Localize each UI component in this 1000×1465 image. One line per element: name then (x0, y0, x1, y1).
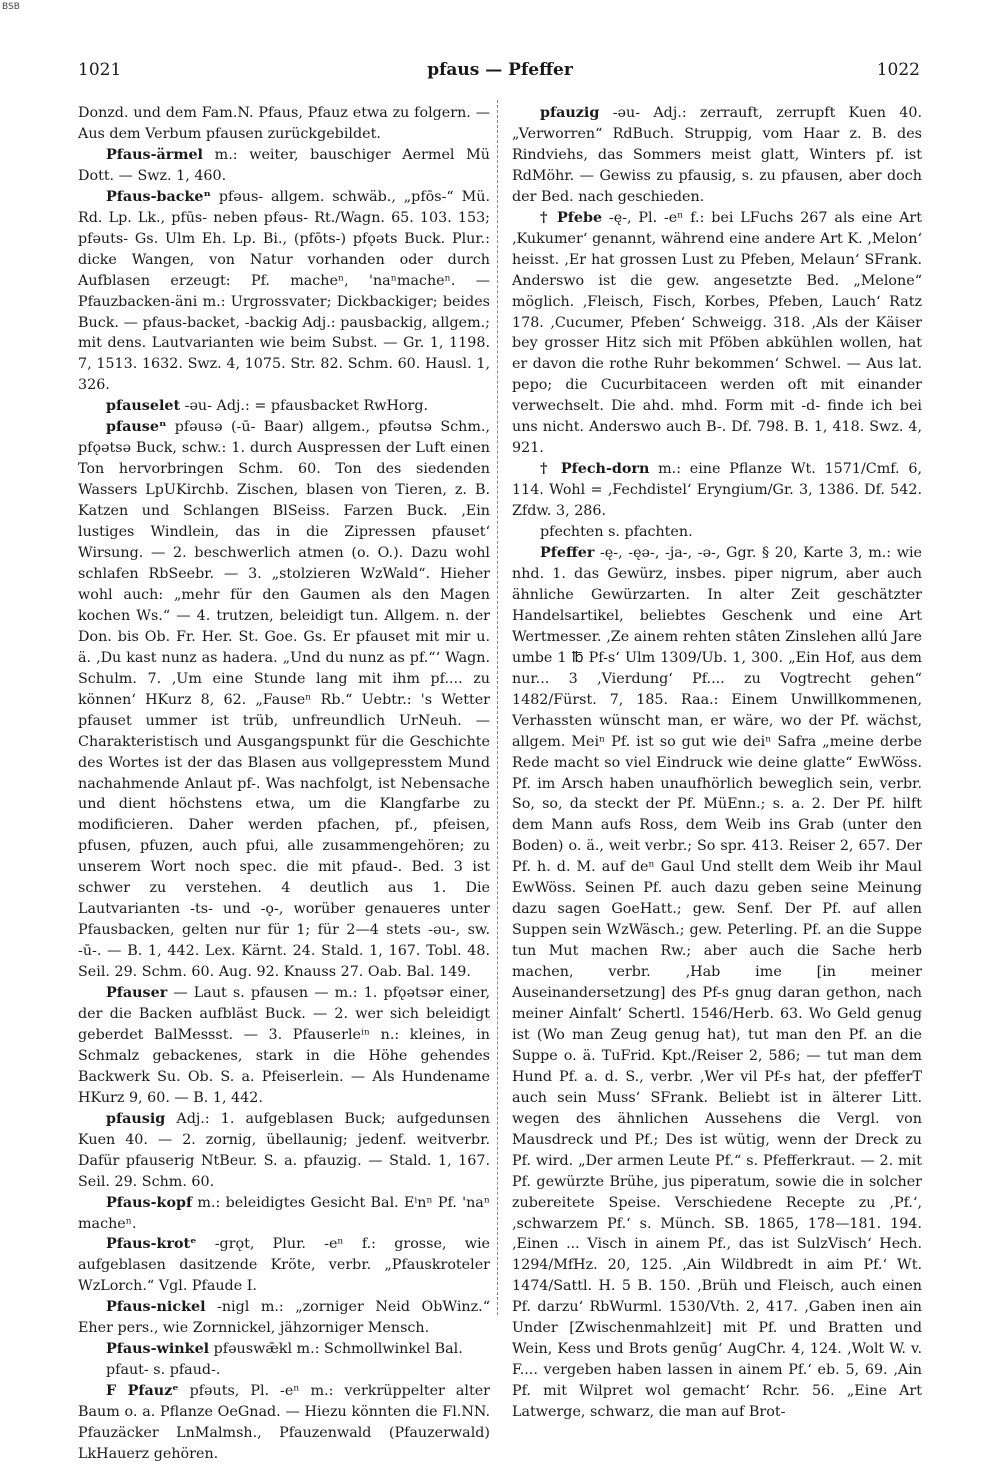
library-stamp: BSB (2, 2, 20, 12)
entry-headword: † Pfech-dorn (540, 461, 650, 478)
dictionary-entry (78, 1381, 490, 1465)
entry-text: -əu- Adj.: zerrauft, zerrupft Kuen 40. „Verworren“ RdBuch. Struppig, vom Haar z. B. des Rindviehs, das Sommers meist glatt, Winters pf. ist RdMöhr. — Gewiss zu pfausig, s. zu pfausen, aber doch der Bed. nach geschieden. (512, 105, 922, 205)
dictionary-entry (78, 396, 490, 417)
entry-headword: Pfaus-krotᵉ (106, 1236, 197, 1253)
entry-text: m.: eine Pflanze Wt. 1571/Cmf. 6, 114. Wohl = ‚Fechdistel‘ Eryngium/Gr. 3, 1386. Df. 542. Zfdw. 3, 286. (512, 461, 922, 520)
dictionary-entry (78, 145, 490, 187)
entry-text: Adj.: 1. aufgeblasen Buck; aufgedunsen Kuen 40. — 2. zornig, übellaunig; jedenf. weitverbr. Dafür pfauserig NtBeur. S. a. pfauzig. — Stald. 1, 167. Seil. 29. Schm. 60. (78, 1110, 490, 1190)
dictionary-entry (512, 522, 922, 543)
entry-text: -ę-, Pl. -eⁿ f.: bei LFuchs 267 als eine Art ‚Kukumer‘ genannt, während eine andere Art K. ‚Melon‘ heisst. ‚Er hat grossen Lust zu Pfeben, Melaun‘ SFrank. Anderswo ist die gew. angesetzte Bed. „Melone“ möglich. ‚Fleisch, Fisch, Korbes, Pfeben, Lauch‘ Ratz 178. ‚Cucumer, Pfeben‘ Schweigg. 318. ‚Als der Käiser bey grosser Hitz sich mit Pföben abkühlen wollen, hat er davon die rothe Ruhr bekommen‘ Schwel. — Aus lat. pepo; die Cucurbitaceen werden oft mit einander verwechselt. Die ahd. mhd. Form mit -d- finde ich bei uns nicht. Anderswo auch B-. Df. 798. B. 1, 418. Swz. 4, 921. (512, 209, 922, 457)
entry-headword: † Pfebe (540, 209, 603, 226)
entry-headword: Pfaus-nickel (106, 1299, 206, 1316)
entry-headword: Pfaus-winkel (106, 1341, 210, 1358)
left-column (78, 103, 490, 1465)
entry-text: -grǫt, Plur. -eⁿ f.: grosse, wie aufgeblasen dasitzende Kröte, verbr. „Pfauskroteler WzLorch.“ Vgl. Pfaude I. (78, 1236, 490, 1295)
entry-text: pfəuts, Pl. -eⁿ m.: verkrüppelter alter Baum o. a. Pflanze OeGnad. — Hiezu könnten die Fl.NN. Pfauzäcker LnMalmsh., Pfauzenwald (Pfauzerwald) LkHauerz gehören. (78, 1383, 490, 1462)
entry-headword: pfauseⁿ (106, 419, 167, 436)
right-column (512, 103, 922, 1423)
entry-headword: Pfaus-kopf (106, 1194, 193, 1211)
dictionary-entry (78, 1234, 490, 1297)
entry-text: m.: weiter, bauschiger Aermel Mü Dott. — Swz. 1, 460. (78, 146, 490, 184)
dictionary-entry (78, 1193, 490, 1235)
page-number-right: 1022 (876, 60, 920, 80)
entry-headword: pfauselet (106, 398, 181, 415)
running-title: pfaus — Pfeffer (427, 60, 573, 80)
dictionary-entry (78, 417, 490, 983)
entry-headword: Pfaus-ärmel (106, 146, 203, 163)
dictionary-entry (512, 543, 922, 1423)
entry-text: -əu- Adj.: = pfausbacket RwHorg. (180, 398, 429, 415)
dictionary-entry (78, 1109, 490, 1193)
entry-headword: pfausig (106, 1110, 166, 1127)
dictionary-entry (512, 208, 922, 459)
entry-text: pfəus- allgem. schwäb., „pfōs-“ Mü. Rd. Lp. Lk., pfūs- neben pfəus- Rt./Wagn. 65. 103. 153; pfəuts- Gs. Ulm Eh. Lp. Bi., (pfōts-) pfǫəts Buck. Plur.: dicke Wangen, von Natur vorhanden oder durch Aufblasen erzeugt: Pf. macheⁿ, 'naⁿmacheⁿ. — Pfauzbacken-äni m.: Urgrossvater; Dickbackiger; beides Buck. — pfaus-backet, -backig Adj.: pausbackig, allgem.; mit dens. Lautvarianten wie beim Subst. — Gr. 1, 1198. 7, 1513. 1632. Swz. 4, 1075. Str. 82. Schm. 60. Hausl. 1, 326. (78, 188, 490, 394)
entry-headword: Pfauser (106, 985, 168, 1002)
dictionary-entry (78, 187, 490, 397)
entry-headword: F Pfauzᵉ (106, 1383, 179, 1400)
entry-text: m.: beleidigtes Gesicht Bal. Eⁱnⁿ Pf. 'naⁿ macheⁿ. (78, 1194, 490, 1232)
page-number-left: 1021 (78, 60, 122, 80)
dictionary-entry (78, 1360, 490, 1381)
entry-headword: Pfaus-backeⁿ (106, 188, 211, 205)
entry-text: -nigl m.: „zorniger Neid ObWinz.“ Eher pers., wie Zornnickel, jähzorniger Mensch. (78, 1299, 490, 1337)
page-header (0, 60, 1000, 90)
entry-text: pfəusə (-ū- Baar) allgem., pfəutsə Schm., pfǫətsə Buck, schw.: 1. durch Auspressen der Luft einen Ton hervorbringen Schm. 60. Ton des siedenden Wassers LpUKirchb. Zischen, blasen von Tieren, z. B. Katzen und Schlangen BlSeiss. Farzen Buck. ‚Ein lustiges Windlein, das in die Zipressen pfauset‘ Wirsung. — 2. beschwerlich atmen (o. O.). Dazu wohl schlafen RbSeebr. — 3. „stolzieren WzWald“. Hieher wohl auch: „mehr für den Gaumen als den Magen kochen Ws.“ — 4. trutzen, beleidigt tun. Allgem. n. der Don. bis Ob. Fr. Her. St. Goe. Gs. Er pfauset mit mir u. ä. ‚Du kast nunz as hadera. „Und du nunz as pf.“‘ Wagn. Schulm. 7. ‚Um eine Stunde lang mit ihm pf.... zu können‘ HKurz 8, 62. „Fauseⁿ Rb.“ Uebtr.: 's Wetter pfauset ummer ist trüb, unfreundlich UrNeuh. — Charakteristisch und Ausgangspunkt für die Geschichte des Wortes ist der das Blasen aus vollgepresstem Mund nachahmende Anlaut pf-. Was nachfolgt, ist Nebensache und dient höchstens etwa, um die Klangfarbe zu modificieren. Daher werden pfachen, pf., pfeisen, pfusen, pfuzen, auch pfui, alle zusammengehören; zu unserem Wort noch spec. die mit pfaud-. Bed. 3 ist schwer zu verstehen. 4 deutlich aus 1. Die Lautvarianten -ts- und -ǫ-, worüber genaueres unter Pfausbacken, gelten nur für 1; für 2—4 stets -əu-, sw. -ū-. — B. 1, 442. Lex. Kärnt. 24. Stald. 1, 167. Tobl. 48. Seil. 29. Schm. 60. Aug. 92. Knauss 27. Oab. Bal. 149. (78, 419, 490, 981)
entry-text: -ę-, -ęə-, -ja-, -ə-, Ggr. § 20, Karte 3, m.: wie nhd. 1. das Gewürz, insbes. piper nigrum, aber auch ähnliche Gewürzarten. In alter Zeit geschätzter Handelsartikel, beliebtes Geschenk und eine Art Wertmesser. ‚Ze ainem rehten stâten Zinslehen allú Jare umbe 1 ℔ Pf-s‘ Ulm 1309/Ub. 1, 300. „Ein Hof, aus dem nur... 3 ‚Vierdung‘ Pf.... zu Vogtrecht gehen“ 1482/Fürst. 7, 185. Raa.: Einem Unwillkommenen, Verhassten wünscht man, er wäre, wo der Pf. wächst, allgem. Meiⁿ Pf. ist so gut wie deiⁿ Safra „meine derbe Rede macht so viel Eindruck wie deine glatte“ EwWöss. Pf. im Arsch haben unaufhörlich beweglich sein, verbr. So, so, da steckt der Pf. MüEnn.; s. a. 2. Der Pf. hilft dem Mann aufs Ross, dem Weib ins Grab (unter den Boden) o. ä., weit verbr.; So spr. 413. Reiser 2, 657. Der Pf. h. d. M. auf deⁿ Gaul Und stellt dem Weib ihr Maul EwWöss. Seinen Pf. auch dazu geben seine Meinung dazu sagen GoeHatt.; gew. Senf. Der Pf. auf allen Suppen sein WzWäsch.; gew. Peterling. Pf. an die Suppe tun Mut machen Rw.; aber auch die Sache herb machen, verbr. ‚Hab ime [in meiner Auseinandersetzung] des Pf-s gnug daran gethon, nach meiner Ainfalt‘ Schertl. 1546/Herb. 63. Wo Geld genug ist (Wo man Zeug genug hat), tut man den Pf. an die Suppe o. ä. TuFrid. Kpt./Reiser 2, 586; — tut man dem Hund Pf. a. d. S., verbr. ‚Wer vil Pf-s hat, der pfefferT auch sein Muss‘ SFrank. Beliebt ist in älterer Litt. wegen des ähnlichen Aussehens die Vergl. von Mausdreck und Pf.; Des ist wütig, wenn der Dreck zu Pf. wird. „Der armen Leute Pf.“ s. Pfefferkraut. — 2. mit Pf. gewürzte Brühe, jus piperatum, sowie die in solcher zubereitete Speise. Verschiedene Recepte zu ‚Pf.‘, ‚schwarzem Pf.‘ s. Münch. SB. 1865, 178—181. 194. ‚Einen ... Visch in ainem Pf., das ist SulzVisch‘ Hech. 1294/MfHz. 20, 125. ‚Ain Wildbredt in aim Pf.‘ Wt. 1474/Sattl. H. 5 B. 150. ‚Brüh und Fleisch, auch einen Pf. darzu‘ RbWurml. 1530/Vth. 2, 417. ‚Gaben inen ain Under [Zwischenmahlzeit] mit Pf. und Bratten und Wein, Kess und Brots genūg‘ AugChr. 4, 124. ‚Wolt W. v. F.... vergeben haben lassen in ainem Pf.‘ eb. 5, 69. ‚Ain Pf. mit Wilpret wol gemacht‘ Rchr. 56. „Eine Art Latwerge, schwarz, die man auf Brot- (512, 545, 922, 1421)
entry-text: pfechten s. pfachten. (540, 524, 693, 541)
entry-headword: Pfeffer (540, 545, 595, 562)
entry-text: pfaut- s. pfaud-. (106, 1362, 221, 1379)
dictionary-entry (512, 459, 922, 522)
dictionary-entry (78, 1297, 490, 1339)
dictionary-entry (78, 103, 490, 145)
dictionary-entry (78, 983, 490, 1109)
entry-headword: pfauzig (540, 105, 600, 121)
entry-text: Donzd. und dem Fam.N. Pfaus, Pfauz etwa zu folgern. — Aus dem Verbum pfausen zurückgebildet. (78, 105, 490, 142)
dictionary-entry (78, 1339, 490, 1360)
entry-text: pfəuswǣkl m.: Schmollwinkel Bal. (209, 1341, 463, 1358)
dictionary-entry (512, 103, 922, 208)
column-divider (497, 100, 499, 1315)
entry-text: — Laut s. pfausen — m.: 1. pfǫətsər einer, der die Backen aufbläst Buck. — 2. wer sich beleidigt geberdet BalMessst. — 3. Pfauserleⁱⁿ n.: kleines, in Schmalz gebackenes, stark in die Höhe gehendes Backwerk Su. Ob. S. a. Pfeiserlein. — Als Hundename HKurz 9, 60. — B. 1, 442. (78, 985, 490, 1106)
